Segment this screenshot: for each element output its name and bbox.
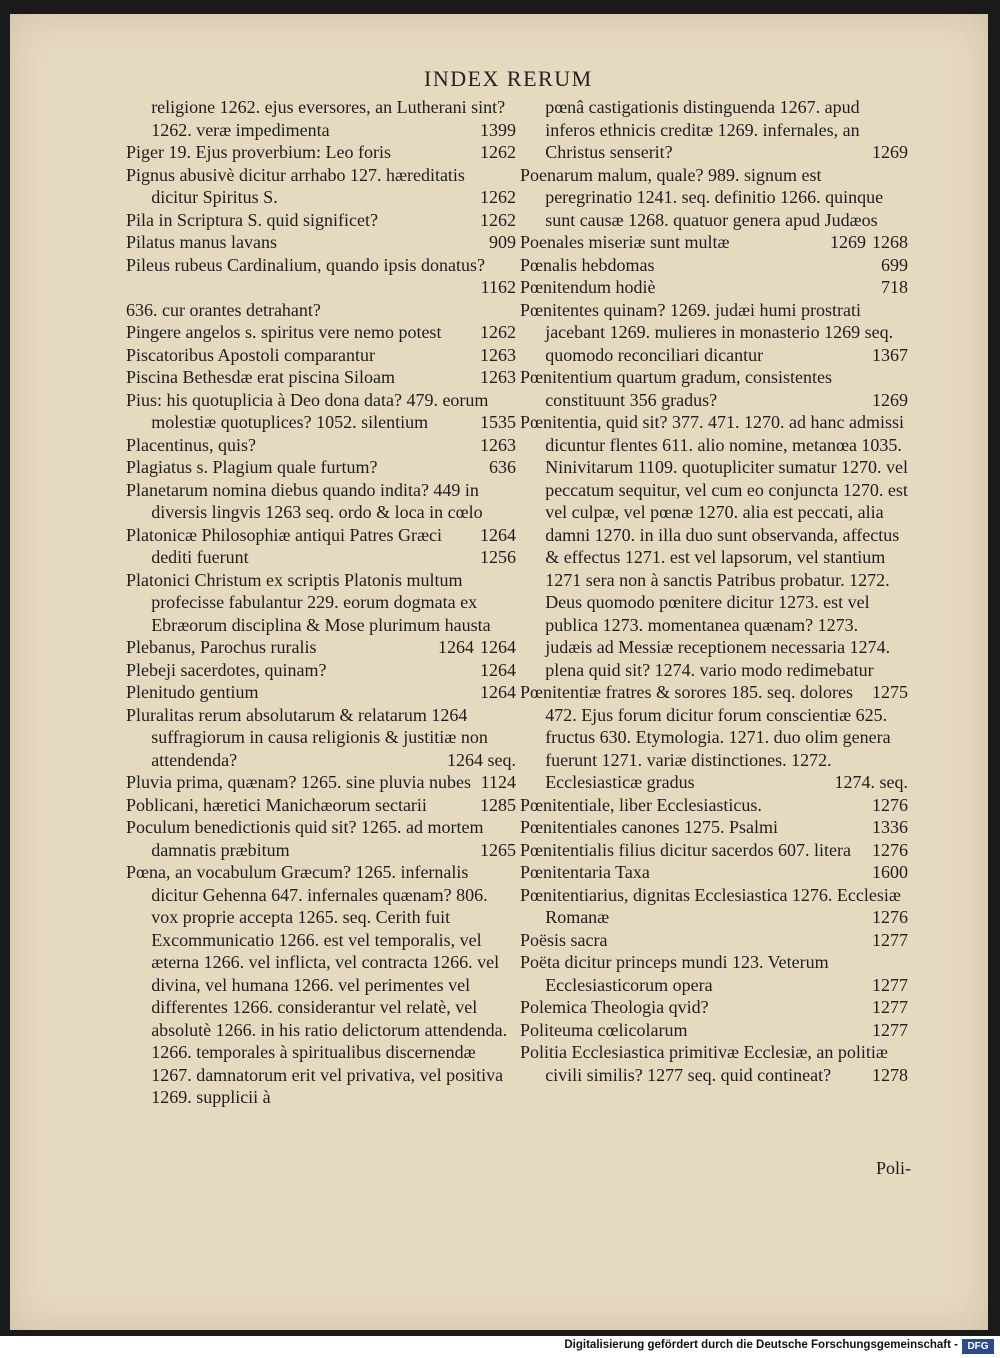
entry-page-number: 1367 bbox=[872, 344, 908, 365]
entry-text: religione 1262. ejus eversores, an Lutherani sint? 1262. veræ impedimenta bbox=[151, 97, 506, 140]
entry-text: Pilatus manus lavans bbox=[126, 232, 277, 252]
entry-text: Pœna, an vocabulum Græcum? 1265. infernalis dicitur Gehenna 647. infernales quænam? 806. vox proprie accepta 1265. seq. Cerith fuit Excommunicatio 1266. est vel temporalis, vel æterna 1266. vel inflicta, vel contracta 1266. vel divina, vel humana 1266. vel perimentes vel differentes 1266. considerantur vel relatè, vel absolutè 1266. in his ratio delictorum attendenda. 1266. temporales à spiritualibus discernendæ 1267. damnatorum erit vel privativa, vel positiva 1269. supplicii à bbox=[126, 862, 508, 1107]
running-header: INDEX RERUM bbox=[424, 66, 593, 91]
entry-page-number: 1277 bbox=[872, 1019, 908, 1040]
index-entry bbox=[126, 389, 516, 434]
index-entry bbox=[520, 681, 908, 794]
entry-page-number: 1265 bbox=[480, 839, 516, 860]
index-entry bbox=[126, 771, 516, 794]
entry-text: Plagiatus s. Plagium quale furtum? bbox=[126, 457, 378, 477]
entry-page-number: 1269 bbox=[872, 142, 908, 162]
index-entry bbox=[520, 1019, 908, 1042]
index-entry bbox=[126, 434, 516, 457]
entry-text: Pingere angelos s. spiritus vere nemo potest bbox=[126, 322, 442, 342]
entry-page-number: 1535 bbox=[480, 412, 516, 432]
right-column bbox=[520, 96, 908, 1086]
index-entry bbox=[126, 164, 516, 209]
index-entry bbox=[520, 794, 908, 817]
entry-page-number: 1277 bbox=[872, 997, 908, 1017]
index-entry bbox=[520, 929, 908, 952]
index-entry bbox=[126, 456, 516, 479]
entry-page-number: 1263 bbox=[480, 434, 516, 455]
entry-page-number: 1275 bbox=[872, 682, 908, 702]
index-entry bbox=[126, 636, 516, 659]
entry-page-number: 1277 bbox=[872, 974, 908, 995]
index-entry bbox=[126, 321, 516, 344]
entry-text: Plebeji sacerdotes, quinam? bbox=[126, 659, 327, 680]
index-entry bbox=[520, 299, 908, 367]
index-entry bbox=[520, 1041, 908, 1086]
entry-text: Poenales miseriæ sunt multæ bbox=[520, 232, 730, 252]
entry-text: Politia Ecclesiastica primitivæ Ecclesiæ, an politiæ civili similis? 1277 seq. quid contineat? bbox=[520, 1042, 888, 1085]
entry-text: Poëta dicitur princeps mundi 123. Veterum Ecclesiasticorum opera bbox=[520, 952, 829, 995]
index-entry bbox=[126, 659, 516, 682]
index-entry bbox=[520, 839, 908, 862]
catchword: Poli- bbox=[876, 1158, 912, 1178]
entry-text: Pœnitentes quinam? 1269. judæi humi prostrati jacebant 1269. mulieres in monasterio 1269 seq. quomodo reconciliari dicantur bbox=[520, 299, 894, 365]
entry-page-number: 1262 bbox=[480, 209, 516, 230]
entry-text: Pœnalis hebdomas bbox=[520, 254, 655, 275]
entry-text: Plenitudo gentium bbox=[126, 682, 259, 702]
index-entry bbox=[520, 884, 908, 929]
index-entry bbox=[520, 951, 908, 996]
entry-page-number: 1399 bbox=[480, 119, 516, 140]
entry-text: Placentinus, quis? bbox=[126, 434, 256, 455]
index-entry bbox=[126, 794, 516, 817]
index-entry bbox=[520, 231, 908, 254]
entry-page-number: 1269 bbox=[872, 389, 908, 410]
index-entry bbox=[126, 704, 516, 772]
entry-text: Pluralitas rerum absolutarum & relatarum 1264 suffragiorum in causa religionis & justitiæ non attendenda? bbox=[126, 704, 488, 770]
entry-page-number: 1269 bbox=[830, 232, 866, 252]
entry-page-number: 1264 bbox=[480, 682, 516, 702]
entry-text: Poculum benedictionis quid sit? 1265. ad mortem damnatis præbitum bbox=[126, 817, 484, 860]
index-entry bbox=[520, 366, 908, 411]
entry-text: Piger 19. Ejus proverbium: Leo foris bbox=[126, 142, 391, 162]
entry-text: Planetarum nomina diebus quando indita? 449 in diversis lingvis 1263 seq. ordo & loca in cœlo bbox=[126, 479, 483, 522]
index-entry bbox=[126, 344, 516, 367]
entry-text: Platonici Christum ex scriptis Platonis multum profecisse fabulantur 229. eorum dogmata ex Ebræorum disciplina & Mose plurimum hausta bbox=[126, 569, 491, 635]
entry-text: Piscina Bethesdæ erat piscina Siloam bbox=[126, 367, 395, 387]
index-entry bbox=[520, 276, 908, 299]
entry-page-number: 636 bbox=[489, 457, 516, 477]
index-entry bbox=[520, 411, 908, 702]
entry-page-number: 1274. seq. bbox=[834, 772, 908, 792]
index-entry bbox=[520, 861, 908, 884]
index-entry bbox=[126, 479, 516, 545]
entry-page-number: 1264 bbox=[480, 637, 516, 657]
index-entry bbox=[520, 816, 908, 839]
entry-text: Pœnitentiale, liber Ecclesiasticus. bbox=[520, 794, 762, 815]
entry-page-number: 1263 bbox=[480, 367, 516, 387]
entry-text: Pœnitentia, quid sit? 377. 471. 1270. ad hanc admissi dicuntur flentes 611. alio nomine, metanœa 1035. Ninivitarum 1109. quotupliciter sumatur 1270. vel peccatum sequitur, vel cum eo conjuncta 1270. est vel culpæ, vel pœnæ 1270. alia est peccati, alia damni 1270. in illa duo sunt observanda, affectus & effectus 1271. est vel lapsorum, vel stantium 1271 sera non à sanctis Patribus probatur. 1272. Deus quomodo pœnitere dicitur 1273. est vel publica 1273. momentanea quænam? 1273. judæis ad Messiæ receptionem necessaria 1274. plena quid sit? 1274. vario modo redimebatur bbox=[520, 412, 908, 680]
entry-page-number: 1262 bbox=[480, 322, 516, 342]
entry-page-number: 1276 bbox=[872, 907, 908, 927]
entry-page-number: 1285 bbox=[480, 794, 516, 815]
entry-text: Pœnitentiæ fratres & sorores 185. seq. dolores 472. Ejus forum dicitur forum conscientiæ 625. fructus 630. Etymologia. 1271. duo olim genera fuerunt 1271. variæ distinctiones. 1272. Ecclesiasticæ gradus bbox=[520, 682, 891, 792]
entry-text: Pœnitentaria Taxa bbox=[520, 862, 650, 882]
entry-text: Pœnitentialis filius dicitur sacerdos 607. litera bbox=[520, 839, 851, 860]
footer-credit: Digitalisierung gefördert durch die Deutsche Forschungsgemeinschaft - bbox=[564, 1339, 958, 1351]
index-entry bbox=[126, 861, 516, 1109]
index-entry bbox=[126, 681, 516, 704]
entry-text: Pœnitentiales canones 1275. Psalmi bbox=[520, 817, 778, 837]
entry-page-number: 1264 bbox=[480, 659, 516, 680]
entry-text: Pœnitentium quartum gradum, consistentes constituunt 356 gradus? bbox=[520, 367, 832, 410]
entry-page-number: 1276 bbox=[872, 839, 908, 860]
entry-text: Pius: his quotuplicia à Deo dona data? 479. eorum molestiæ quotuplices? 1052. silentium bbox=[126, 389, 489, 432]
entry-page-number: 1276 bbox=[872, 794, 908, 815]
index-entry bbox=[126, 96, 516, 141]
entry-text: Piscatoribus Apostoli comparantur bbox=[126, 344, 375, 365]
entry-page-number: 1278 bbox=[872, 1064, 908, 1085]
entry-text: Polemica Theologia qvid? bbox=[520, 997, 709, 1017]
entry-page-number: 1262 bbox=[480, 142, 516, 162]
entry-text: Poësis sacra bbox=[520, 929, 608, 950]
entry-text: Pœnitendum hodiè bbox=[520, 277, 656, 297]
entry-page-number: 1264 seq. bbox=[447, 749, 516, 770]
entry-text: Pileus rubeus Cardinalium, quando ipsis donatus? bbox=[126, 254, 485, 275]
index-entry bbox=[126, 524, 516, 569]
entry-text: Plebanus, Parochus ruralis bbox=[126, 637, 317, 657]
entry-page-number: 1262 bbox=[480, 187, 516, 207]
index-entry bbox=[520, 96, 908, 164]
entry-text: Platonicæ Philosophiæ antiqui Patres Græci dediti fuerunt bbox=[126, 524, 442, 567]
entry-text: Poenarum malum, quale? 989. signum est peregrinatio 1241. seq. definitio 1266. quinque sunt causæ 1268. quatuor genera apud Judæos bbox=[520, 164, 884, 230]
entry-page-number: 1264 bbox=[480, 524, 516, 545]
entry-page-number: 1264 bbox=[438, 637, 474, 657]
entry-continuation: 636. cur orantes detrahant? bbox=[126, 299, 321, 320]
entry-page-number: 699 bbox=[881, 254, 908, 275]
entry-text: Poblicani, hæretici Manichæorum sectarii bbox=[126, 794, 427, 815]
entry-page-number: 909 bbox=[489, 232, 516, 252]
index-entry bbox=[520, 254, 908, 277]
index-entry bbox=[126, 816, 516, 861]
entry-text: Pila in Scriptura S. quid significet? bbox=[126, 209, 378, 230]
index-entry bbox=[126, 254, 516, 322]
entry-text: Pœnitentiarius, dignitas Ecclesiastica 1276. Ecclesiæ Romanæ bbox=[520, 884, 901, 927]
index-entry bbox=[520, 996, 908, 1019]
entry-page-number: 1600 bbox=[872, 862, 908, 882]
index-entry bbox=[126, 366, 516, 389]
entry-page-number: 1336 bbox=[872, 817, 908, 837]
entry-page-number: 1268 bbox=[872, 232, 908, 252]
entry-page-number: 718 bbox=[881, 277, 908, 297]
index-entry bbox=[126, 209, 516, 232]
entry-text: pœnâ castigationis distinguenda 1267. apud inferos ethnicis creditæ 1269. infernales, an Christus senserit? bbox=[545, 97, 860, 162]
entry-page-number: 1124 bbox=[480, 772, 516, 792]
dfg-logo: DFG bbox=[962, 1339, 994, 1354]
entry-text: Pignus abusivè dicitur arrhabo 127. hæreditatis dicitur Spiritus S. bbox=[126, 164, 465, 207]
index-entry bbox=[126, 231, 516, 254]
entry-page-number: 1256 bbox=[480, 547, 516, 567]
entry-text: Pluvia prima, quænam? 1265. sine pluvia nubes bbox=[126, 772, 471, 792]
entry-page-number: 1162 bbox=[480, 277, 516, 297]
entry-page-number: 1277 bbox=[872, 929, 908, 950]
left-column bbox=[126, 96, 516, 1109]
entry-text: Politeuma cœlicolarum bbox=[520, 1019, 688, 1040]
index-entry bbox=[126, 141, 516, 164]
entry-page-number: 1263 bbox=[480, 344, 516, 365]
